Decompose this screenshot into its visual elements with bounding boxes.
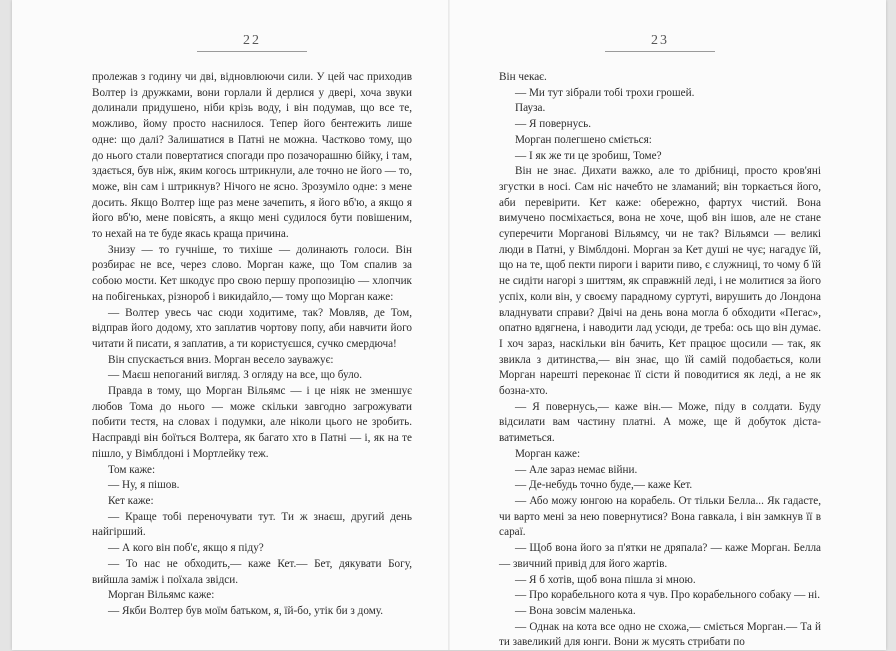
right-page [499,0,821,650]
page-number: 23 [651,33,669,48]
page-body [92,70,412,620]
paragraph: — Я б хотів, щоб вона пішла зі мною. [515,573,696,586]
page-body [499,70,821,651]
paragraph: — Я повернусь,— каже він.— Може, піду в солдати. Буду відсилати вам частину платні. А може, ще й добуток діставатиметься. [499,400,821,445]
paragraph: Знизу — то гучніше, то тихіше — долинають голоси. Він розбирає не все, через слово. Морган каже, що Том спалив за собою мости. Кет шкодує про свою першу пропозицію — хлопчик на побігеньках, різнороб і викидайло,— тому що Морган каже: [92,243,412,303]
paragraph: — А кого він поб'є, якщо я піду? [108,542,264,555]
paragraph: — Волтер увесь час сюди ходитиме, так? Мовляв, де Том, відправ його додому, хто заплатив чортову попу, аби навчити його читати й писати, я заплатив, а ти користуєшся, сучко смердюча! [92,306,412,350]
book-spread [12,0,886,650]
paragraph: Морган Вільямс каже: [108,589,215,602]
paragraph: Він не знає. Дихати важко, але то дрібниці, просто кров'яні згустки в носі. Сам ніс начебто не зламаний; він торкається його, аби перевірити. Кет каже: обережно, фартух чистий. Вона вимучено посміхається, вона не хоче, щоб він ішов, але не стане суперечити Морганові Вільямсу, чи не так? Вільямси — великі люди в Патні, у Вімблдоні. Морган за Кет душі не чує; нагадує їй, що на те, щоб пекти пироги і варити пиво, є служниці, то чому б їй не сидіти нагорі з шиттям, як справжній леді, і не молитися за його успіх, коли він, у своєму парадному суртуті, вирушить до Лондона владнувати справи? Двічі на день вона могла б обходити «Пегас», опатно вдягнена, і наводити лад усюди, де треба: ось що він думає. І хоч зараз, наскільки він бачить, Кет працює щосили — так, як звикла з дитинства,— він знає, що їй самій подобається, коли Морган нарешті переконає її сісти й поводитися як леді, а не як бозна-хто. [499,165,821,398]
paragraph: пролежав з годину чи дві, відновлюючи сили. У цей час приходив Волтер із дружками, вони горлали й дерлися у двері, хоча звуки долинали придушено, ніби крізь воду, і він подумав, що все те, можливо, йому просто наснилося. Тепер його бентежить лише одне: що далі? Залишатися в Патні не можна. Частково тому, що до нього стали повертатися спогади про позачорашню бійку, і там, здається, був ніж, яким когось штрикнули, але точно не його — то, може, він сам і штрикнув? Нічого не ясно. Зрозуміло одне: з мене досить. Якщо Волтер іще раз мене зачепить, я його вб'ю, а якщо я його вб'ю, мене повісять, а якщо мені судилося бути повішеним, то нехай на те буде якась краща причина. [92,71,412,241]
paragraph: — Про корабельного кота я чув. Про корабельного собаку — ні. [515,589,821,602]
header-rule [605,51,715,52]
book-gutter [448,0,450,650]
paragraph: — Якби Волтер був моїм батьком, я, їй-бо, утік би з дому. [108,604,384,617]
header-rule [197,51,307,52]
paragraph: Морган каже: [515,447,581,460]
paragraph: — Вона зовсім маленька. [515,604,636,617]
page-number: 22 [243,33,261,48]
paragraph: Пауза. [515,102,546,115]
paragraph: Морган полегшено сміється: [515,133,652,146]
paragraph: Правда в тому, що Морган Вільямс — і це ніяк не зменшує любов Тома до нього — може скільки завгодно загрожувати побити тестя, на словах і подумки, але ніколи цього не зробить. Насправді він боїться Волтера, як багато хто в Патні — і, як на те пішло, у Вімблдоні і Мортлейку теж. [92,385,412,460]
paragraph: — Але зараз немає війни. [515,463,638,476]
left-page [92,0,412,650]
paragraph: — Де-небудь точно буде,— каже Кет. [515,479,693,492]
paragraph: — Ну, я пішов. [108,479,180,492]
paragraph: Він спускається вниз. Морган весело зауважує: [108,353,334,366]
paragraph: — Маєш непоганий вигляд. З огляду на все, що було. [108,369,363,382]
paragraph: Кет каже: [108,494,154,507]
paragraph: — Однак на кота все одно не схожа,— сміється Морган.— Та й ти завеликий для юнги. Вони ж мусять стрибати по [499,620,821,649]
paragraph: — І як же ти це зробиш, Томе? [515,149,662,162]
paragraph: — То нас не обходить,— каже Кет.— Бет, дякувати Богу, вийшла заміж і поїхала звідси. [92,557,412,586]
paragraph: — Краще тобі переночувати тут. Ти ж знаєш, другий день найгірший. [92,510,412,539]
paragraph: — Я повернусь. [515,118,592,131]
paragraph: Він чекає. [499,71,547,83]
paragraph: — Або можу юнгою на корабель. От тільки Белла... Як гадасте, чи варто мені за нею повернутися? Вона гавкала, і він замкнув її в сараї. [499,494,821,539]
paragraph: Том каже: [108,463,156,476]
paragraph: — Ми тут зібрали тобі трохи грошей. [515,86,695,99]
paragraph: — Щоб вона його за п'ятки не дряпала? — каже Морган. Белла — звичний привід для його жартів. [499,542,821,570]
